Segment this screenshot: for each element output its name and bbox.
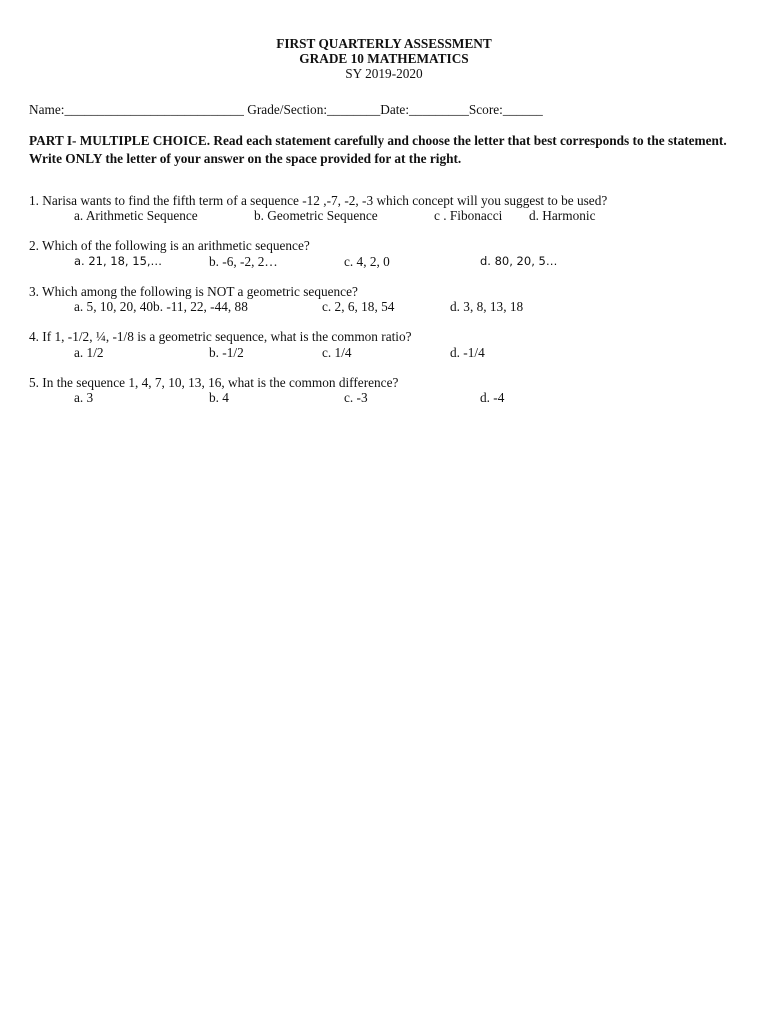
- question-4-choice-b: b. -1/2: [209, 345, 244, 360]
- exam-title: FIRST QUARTERLY ASSESSMENT: [276, 36, 492, 51]
- school-year: SY 2019-2020: [345, 66, 423, 81]
- score-field[interactable]: Score:______: [468, 102, 543, 117]
- question-1-text: 1. Narisa wants to find the fifth term of a sequence -12 ,-7, -2, -3 which concept will you suggest to be used?: [29, 193, 608, 208]
- question-3-choice-d: d. 3, 8, 13, 18: [450, 299, 524, 314]
- question-3-choices-ab: [74, 299, 248, 314]
- part1-instructions: PART I- MULTIPLE CHOICE. Read each statement carefully and choose the letter that best corresponds to the statement. Write ONLY the letter of your answer on the space provided for at the right.: [29, 133, 727, 166]
- grade-section-field[interactable]: Grade/Section:________: [247, 102, 381, 117]
- question-3-choice-c: c. 2, 6, 18, 54: [322, 299, 395, 314]
- question-3-text: 3. Which among the following is NOT a geometric sequence?: [29, 284, 358, 299]
- date-field[interactable]: Date:_________: [380, 102, 469, 117]
- question-5-choice-d: d. -4: [480, 390, 505, 405]
- question-5-text: 5. In the sequence 1, 4, 7, 10, 13, 16, what is the common difference?: [29, 375, 399, 390]
- question-3-choice-a: a. 5, 10, 20, 40: [74, 299, 154, 314]
- question-2-text: 2. Which of the following is an arithmetic sequence?: [29, 238, 310, 253]
- question-1-choice-a: a. Arithmetic Sequence: [74, 208, 198, 223]
- question-2-choice-c: c. 4, 2, 0: [344, 254, 390, 269]
- exam-subject: GRADE 10 MATHEMATICS: [299, 51, 469, 66]
- question-4-text: 4. If 1, -1/2, ¼, -1/8 is a geometric sequence, what is the common ratio?: [29, 329, 412, 344]
- question-1-choice-b: b. Geometric Sequence: [254, 208, 378, 223]
- question-2-choice-b-text: b. -6, -2, 2…: [209, 254, 278, 269]
- question-5-choice-b: b. 4: [209, 390, 229, 405]
- question-2-choice-b: [209, 254, 278, 269]
- document-header: [0, 36, 768, 81]
- question-2-choice-a: a. 21, 18, 15,…: [74, 254, 163, 268]
- question-1-choice-c: c . Fibonacci: [434, 208, 503, 223]
- question-4-choice-c: c. 1/4: [322, 345, 352, 360]
- student-info-line: [29, 102, 543, 117]
- question-5-choice-a: a. 3: [74, 390, 94, 405]
- name-field[interactable]: Name:___________________________: [29, 102, 244, 117]
- question-5-choice-c: c. -3: [344, 390, 368, 405]
- question-4-choice-d: d. -1/4: [450, 345, 485, 360]
- question-4-choice-a: a. 1/2: [74, 345, 104, 360]
- question-1-choice-d: d. Harmonic: [529, 208, 596, 223]
- question-3-choice-b: b. -11, 22, -44, 88: [153, 299, 248, 314]
- question-2-choice-d: d. 80, 20, 5…: [480, 254, 558, 268]
